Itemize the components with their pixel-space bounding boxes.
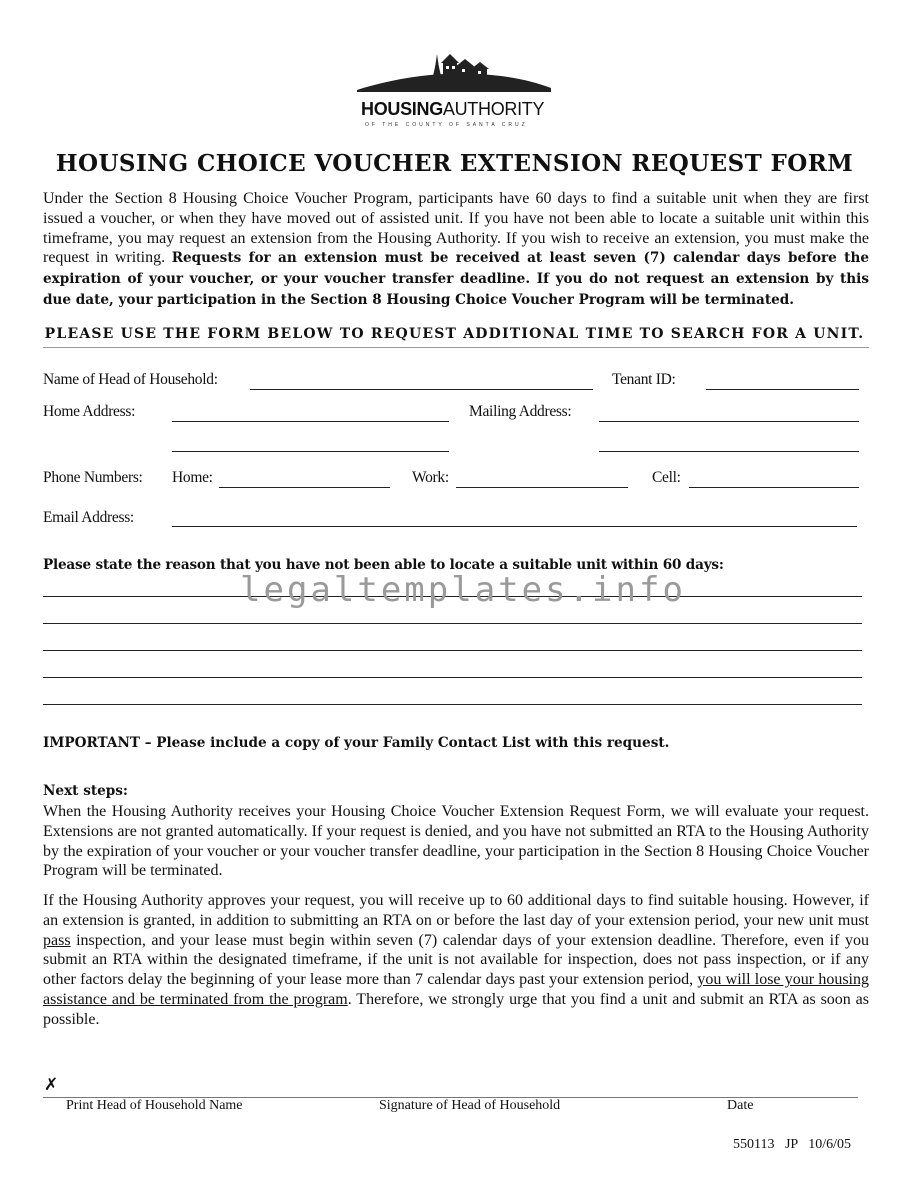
instruction-heading: PLEASE USE THE FORM BELOW TO REQUEST ADDITIONAL TIME TO SEARCH FOR A UNIT. bbox=[44, 326, 865, 342]
next-steps-paragraph-1: When the Housing Authority receives your Housing Choice Voucher Extension Request Form, we will evaluate your request. Extensions are not granted automatically. If your request is denied, and you have not submitted an RTA to the Housing Authority by the expiration of your voucher or your voucher transfer deadline, your participation in the Section 8 Housing Choice Voucher Program will be terminated. bbox=[43, 803, 869, 880]
head-of-household-input-line[interactable] bbox=[250, 389, 593, 390]
tenant-id-label: Tenant ID: bbox=[612, 371, 676, 388]
cell-phone-input-line[interactable] bbox=[689, 487, 859, 488]
important-note: IMPORTANT – Please include a copy of your Family Contact List with this request. bbox=[43, 735, 670, 751]
head-of-household-label: Name of Head of Household: bbox=[43, 371, 218, 388]
reason-line[interactable] bbox=[43, 704, 862, 705]
work-phone-input-line[interactable] bbox=[456, 487, 628, 488]
reason-line[interactable] bbox=[43, 650, 862, 651]
reason-question: Please state the reason that you have not been able to locate a suitable unit within 60 days: bbox=[43, 557, 724, 573]
home-address-label: Home Address: bbox=[43, 403, 136, 420]
print-name-label: Print Head of Household Name bbox=[66, 1098, 243, 1113]
intro-paragraph: Under the Section 8 Housing Choice Voucher Program, participants have 60 days to find a suitable unit when they are first issued a voucher, or when they have moved out of assisted unit. If you have not been able to locate a suitable unit within this timeframe, you may request an extension from the Housing Authority. If you wish to receive an extension, you must make the request in writing. Requests for an extension must be received at least seven (7) calendar days before the expiration of your voucher, or your voucher transfer deadline. If you do not request an extension by this due date, your participation in the Section 8 Housing Choice Voucher Program will be terminated. bbox=[43, 190, 869, 308]
home-address-input-line-1[interactable] bbox=[172, 421, 449, 422]
form-title: HOUSING CHOICE VOUCHER EXTENSION REQUEST FORM bbox=[55, 150, 854, 177]
logo-wordmark: HOUSINGAUTHORITY bbox=[361, 99, 545, 119]
next-steps-heading: Next steps: bbox=[43, 783, 128, 799]
home-phone-label: Home: bbox=[172, 469, 213, 486]
home-address-input-line-2[interactable] bbox=[172, 451, 449, 452]
mailing-address-input-line-1[interactable] bbox=[599, 421, 859, 422]
cell-phone-label: Cell: bbox=[652, 469, 681, 486]
watermark: legaltemplates.info bbox=[240, 570, 686, 610]
phone-numbers-label: Phone Numbers: bbox=[43, 469, 143, 486]
reason-line[interactable] bbox=[43, 623, 862, 624]
mailing-address-input-line-2[interactable] bbox=[599, 451, 859, 452]
signature-label: Signature of Head of Household bbox=[379, 1098, 561, 1113]
tenant-id-input-line[interactable] bbox=[706, 389, 859, 390]
housing-authority-logo bbox=[355, 48, 555, 133]
signature-x-icon: ✗ bbox=[44, 1075, 59, 1095]
home-phone-input-line[interactable] bbox=[219, 487, 390, 488]
email-label: Email Address: bbox=[43, 509, 134, 526]
next-steps-paragraph-2: If the Housing Authority approves your request, you will receive up to 60 additional days to find suitable housing. However, if an extension is granted, in addition to submitting an RTA on or before the last day of your extension period, your new unit must pass inspection, and your lease must begin within seven (7) calendar days of your extension deadline. Therefore, even if you submit an RTA within the designated timeframe, if the unit is not available for inspection, does not pass inspection, or if any other factors delay the beginning of your lease more than 7 calendar days past your extension period, you will lose your housing assistance and be terminated from the program. Therefore, we strongly urge that you find a unit and submit an RTA as soon as possible. bbox=[43, 892, 869, 1028]
form-code-footer: 550113 JP 10/6/05 bbox=[733, 1137, 851, 1152]
work-phone-label: Work: bbox=[412, 469, 449, 486]
email-input-line[interactable] bbox=[172, 526, 857, 527]
houses-skyline-icon bbox=[355, 48, 555, 100]
date-label: Date bbox=[727, 1098, 754, 1113]
reason-line[interactable] bbox=[43, 677, 862, 678]
logo-subtitle: OF THE COUNTY OF SANTA CRUZ bbox=[365, 122, 528, 128]
mailing-address-label: Mailing Address: bbox=[469, 403, 572, 420]
divider bbox=[43, 347, 869, 348]
